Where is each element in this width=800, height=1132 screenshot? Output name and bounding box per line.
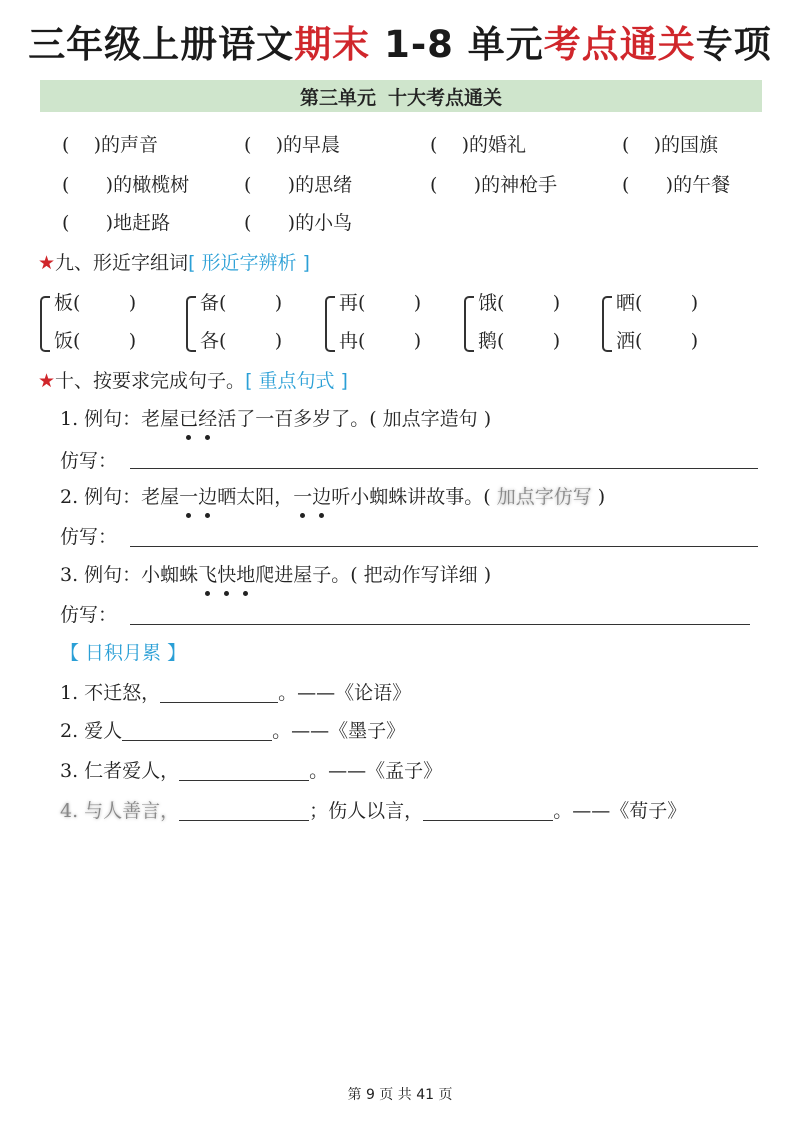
dotted-char: 已 [179, 404, 198, 434]
quote-item [60, 756, 442, 786]
q2-instruction: 加点字仿写 [496, 486, 592, 508]
quote-pre: 1. 不迁怒， [60, 682, 161, 704]
quote-mid: ；伤人以言， [309, 800, 424, 822]
unit-subtitle: 十大考点通关 [388, 86, 503, 109]
char-pair [325, 288, 465, 360]
answer-blank[interactable] [423, 800, 553, 821]
unit-banner [40, 80, 762, 112]
imitate-label: 仿写： [60, 526, 118, 548]
quote-post: 。——《荀子》 [553, 800, 687, 822]
imitate-label: 仿写： [60, 450, 118, 472]
pair-bottom: 冉( ) [339, 330, 422, 352]
phrase-item: ( )的婚礼 [430, 134, 526, 156]
answer-blank[interactable] [122, 720, 272, 741]
quote-pre: 4. 与人善言， [60, 800, 180, 822]
char-pair [602, 288, 742, 360]
question-1 [60, 404, 491, 434]
pair-top: 再( ) [339, 292, 422, 314]
accumulation-heading: 【 日积月累 】 [60, 642, 187, 664]
title-special: 专项 [695, 23, 772, 66]
bracket-icon [602, 296, 612, 352]
quote-post: 。——《墨子》 [272, 720, 406, 742]
quote-item [60, 796, 686, 826]
page-title [0, 14, 800, 68]
phrase-row-2 [0, 170, 800, 200]
phrase-item: ( )的国旗 [622, 134, 718, 156]
section10-heading [38, 366, 348, 396]
quote-pre: 3. 仁者爱人， [60, 760, 180, 782]
pair-top: 板( ) [54, 292, 137, 314]
dotted-char: 一 [293, 482, 312, 512]
pair-top: 备( ) [200, 292, 283, 314]
q3-prefix: 3. 例句：小蜘蛛 [60, 564, 199, 586]
answer-blank[interactable] [160, 682, 278, 703]
phrase-item: ( )的神枪手 [430, 174, 558, 196]
quote-post: 。——《论语》 [278, 682, 412, 704]
q1-rest: 活了一百多岁了。( 加点字造句 ) [217, 408, 492, 430]
pair-bottom: 饭( ) [54, 330, 137, 352]
title-units: 1-8 单元 [370, 23, 544, 66]
quote-pre: 2. 爱人 [60, 720, 123, 742]
quote-post: 。——《孟子》 [309, 760, 443, 782]
bracket-icon [464, 296, 474, 352]
answer-line[interactable] [130, 468, 758, 469]
page-number: 第 9 页 共 41 页 [347, 1087, 453, 1103]
bracket-icon [40, 296, 50, 352]
q2-end: ) [591, 486, 606, 508]
char-pair [186, 288, 326, 360]
quote-item [60, 678, 411, 708]
question-3 [60, 560, 491, 590]
pair-bottom: 鹅( ) [478, 330, 561, 352]
q1-prefix: 1. 例句：老屋 [60, 408, 180, 430]
section9-title: 九、形近字组词 [55, 252, 189, 274]
phrase-item: ( )的橄榄树 [62, 174, 190, 196]
dotted-char: 飞 [198, 560, 217, 590]
pair-top: 饿( ) [478, 292, 561, 314]
unit-label: 第三单元 [299, 86, 376, 109]
q2-mid: 晒太阳， [217, 486, 294, 508]
phrase-item: ( )的早晨 [244, 134, 340, 156]
answer-blank[interactable] [179, 760, 309, 781]
bracket-icon [186, 296, 196, 352]
phrase-item: ( )地赶路 [62, 212, 171, 234]
char-pair [464, 288, 604, 360]
phrase-item: ( )的声音 [62, 134, 158, 156]
title-grade: 三年级上册语文 [28, 23, 295, 66]
quote-item [60, 716, 405, 746]
dotted-char: 快 [217, 560, 236, 590]
question-2 [60, 482, 605, 512]
phrase-item: ( )的思绪 [244, 174, 353, 196]
phrase-row-3 [0, 208, 800, 238]
section10-title: 十、按要求完成句子。 [55, 370, 246, 392]
answer-line[interactable] [130, 624, 750, 625]
bracket-icon [325, 296, 335, 352]
dotted-char: 一 [179, 482, 198, 512]
dotted-char: 边 [198, 482, 217, 512]
imitate-label: 仿写： [60, 604, 118, 626]
section10-tag: [ 重点句式 ] [245, 370, 348, 392]
phrase-item: ( )的小鸟 [244, 212, 353, 234]
title-pass: 考点通关 [543, 23, 696, 66]
pair-top: 晒( ) [616, 292, 699, 314]
dotted-char: 边 [312, 482, 331, 512]
title-term: 期末 [294, 23, 371, 66]
answer-line[interactable] [130, 546, 758, 547]
section9-tag: [ 形近字辨析 ] [188, 252, 310, 274]
dotted-char: 经 [198, 404, 217, 434]
pair-bottom: 洒( ) [616, 330, 699, 352]
phrase-item: ( )的午餐 [622, 174, 731, 196]
star-icon: ★ [38, 252, 56, 274]
dotted-char: 地 [236, 560, 255, 590]
char-pair [40, 288, 180, 360]
q2-rest: 听小蜘蛛讲故事。( [331, 486, 497, 508]
star-icon: ★ [38, 370, 56, 392]
q2-prefix: 2. 例句：老屋 [60, 486, 180, 508]
phrase-row-1 [0, 130, 800, 160]
pair-bottom: 各( ) [200, 330, 283, 352]
section9-heading [38, 248, 310, 278]
q3-rest: 爬进屋子。( 把动作写详细 ) [255, 564, 492, 586]
answer-blank[interactable] [179, 800, 309, 821]
